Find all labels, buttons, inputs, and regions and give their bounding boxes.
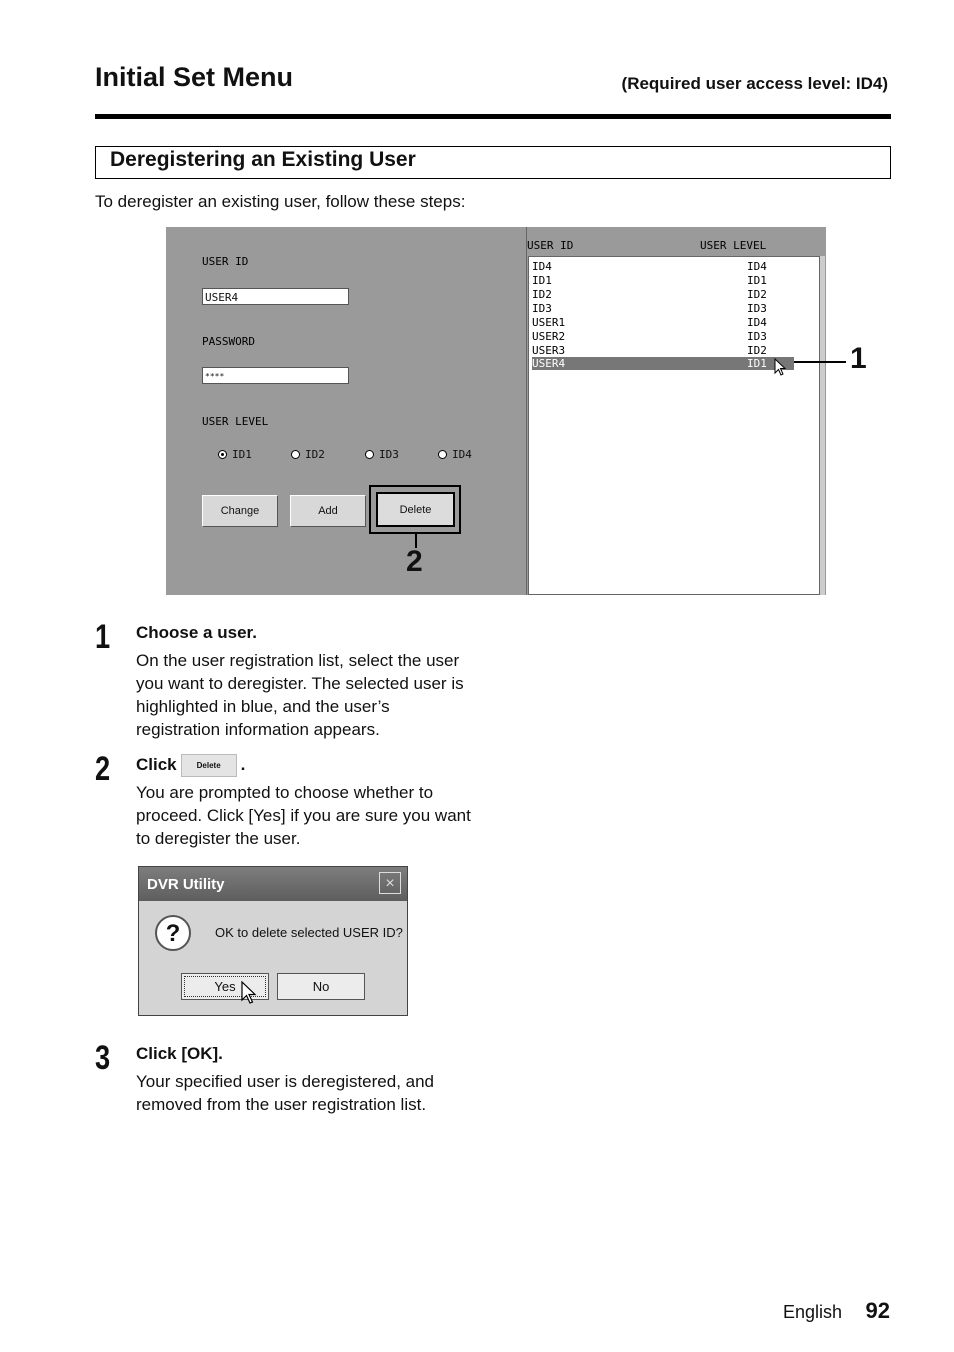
radio-empty-icon [291,450,300,459]
password-label: PASSWORD [202,335,255,348]
section-title: Deregistering an Existing User [110,148,416,171]
radio-id1-label: ID1 [232,448,252,461]
list-item[interactable] [532,288,794,301]
header-rule [95,114,891,119]
close-icon[interactable]: × [379,872,401,894]
footer-language: English [782,1302,842,1322]
list-item-level: ID4 [747,316,767,329]
intro-text: To deregister an existing user, follow these steps: [95,192,466,211]
list-item-selected[interactable] [532,357,794,370]
no-button[interactable]: No [277,973,365,1000]
password-field[interactable]: **** [202,367,349,384]
add-button[interactable]: Add [290,495,366,527]
step-2-number: 2 [95,750,111,788]
step-2-body: You are prompted to choose whether to proceed. Click [Yes] if you are sure you want to deregister the user. [136,783,471,848]
list-item-id: ID3 [532,302,552,315]
step-3-heading: Click [OK]. [136,1044,223,1063]
list-item[interactable] [532,260,794,273]
mouse-cursor-icon [241,981,257,1005]
user-level-label: USER LEVEL [202,415,269,428]
dialog-title: DVR Utility [147,876,225,893]
list-item-id: ID4 [532,260,552,273]
user-list[interactable] [528,256,820,595]
radio-id1[interactable] [218,448,252,461]
list-item-level: ID2 [747,344,767,357]
inline-delete-button: Delete [181,754,237,777]
list-item[interactable] [532,302,794,315]
step-2-heading-suffix: . [240,754,246,774]
access-level-note: (Required user access level: ID4) [621,74,888,93]
radio-empty-icon [438,450,447,459]
radio-selected-icon [218,450,227,459]
step-1-number: 1 [95,618,111,656]
dialog-message: OK to delete selected USER ID? [215,925,403,940]
list-header-user-id: USER ID [527,239,574,252]
list-scrollbar[interactable] [820,256,825,595]
step-2-heading [136,754,245,777]
list-item-id: USER1 [532,316,566,329]
page-number: 92 [865,1298,890,1323]
mouse-cursor-icon [774,358,786,377]
callout-1-line [794,361,846,363]
user-list-panel [526,227,826,595]
radio-id3[interactable] [365,448,399,461]
list-item[interactable] [532,316,794,329]
yes-button[interactable]: Yes [181,973,269,1000]
radio-empty-icon [365,450,374,459]
list-item[interactable] [532,330,794,343]
user-id-field[interactable]: USER4 [202,288,349,305]
callout-2: 2 [406,545,423,578]
list-item-id: USER4 [532,357,566,370]
list-item-level: ID3 [747,302,767,315]
list-item[interactable] [532,274,794,287]
delete-button[interactable]: Delete [376,492,455,527]
list-item-id: USER3 [532,344,566,357]
radio-id2-label: ID2 [305,448,325,461]
step-1-heading: Choose a user. [136,623,257,642]
radio-id2[interactable] [291,448,325,461]
list-item-level: ID1 [747,274,767,287]
page-title: Initial Set Menu [95,62,294,92]
radio-id3-label: ID3 [379,448,399,461]
list-item-id: ID1 [532,274,552,287]
step-3-body: Your specified user is deregistered, and removed from the user registration list. [136,1072,434,1114]
radio-id4-label: ID4 [452,448,472,461]
list-item-level: ID4 [747,260,767,273]
list-item-id: ID2 [532,288,552,301]
user-id-label: USER ID [202,255,249,268]
list-item-level: ID3 [747,330,767,343]
list-header-user-level: USER LEVEL [700,239,767,252]
list-item-id: USER2 [532,330,566,343]
radio-id4[interactable] [438,448,472,461]
user-registration-screenshot [166,227,826,595]
list-item-level: ID1 [747,357,767,370]
change-button[interactable]: Change [202,495,278,527]
question-icon: ? [155,915,191,951]
step-3-number: 3 [95,1039,111,1077]
callout-1: 1 [850,342,867,375]
step-2-heading-prefix: Click [136,754,177,774]
list-item[interactable] [532,344,794,357]
list-item-level: ID2 [747,288,767,301]
confirm-dialog [138,866,408,1016]
step-1-body: On the user registration list, select the user you want to deregister. The selected user is highlighted in blue, and the user’s registration information appears. [136,651,464,739]
dialog-titlebar [139,867,407,901]
